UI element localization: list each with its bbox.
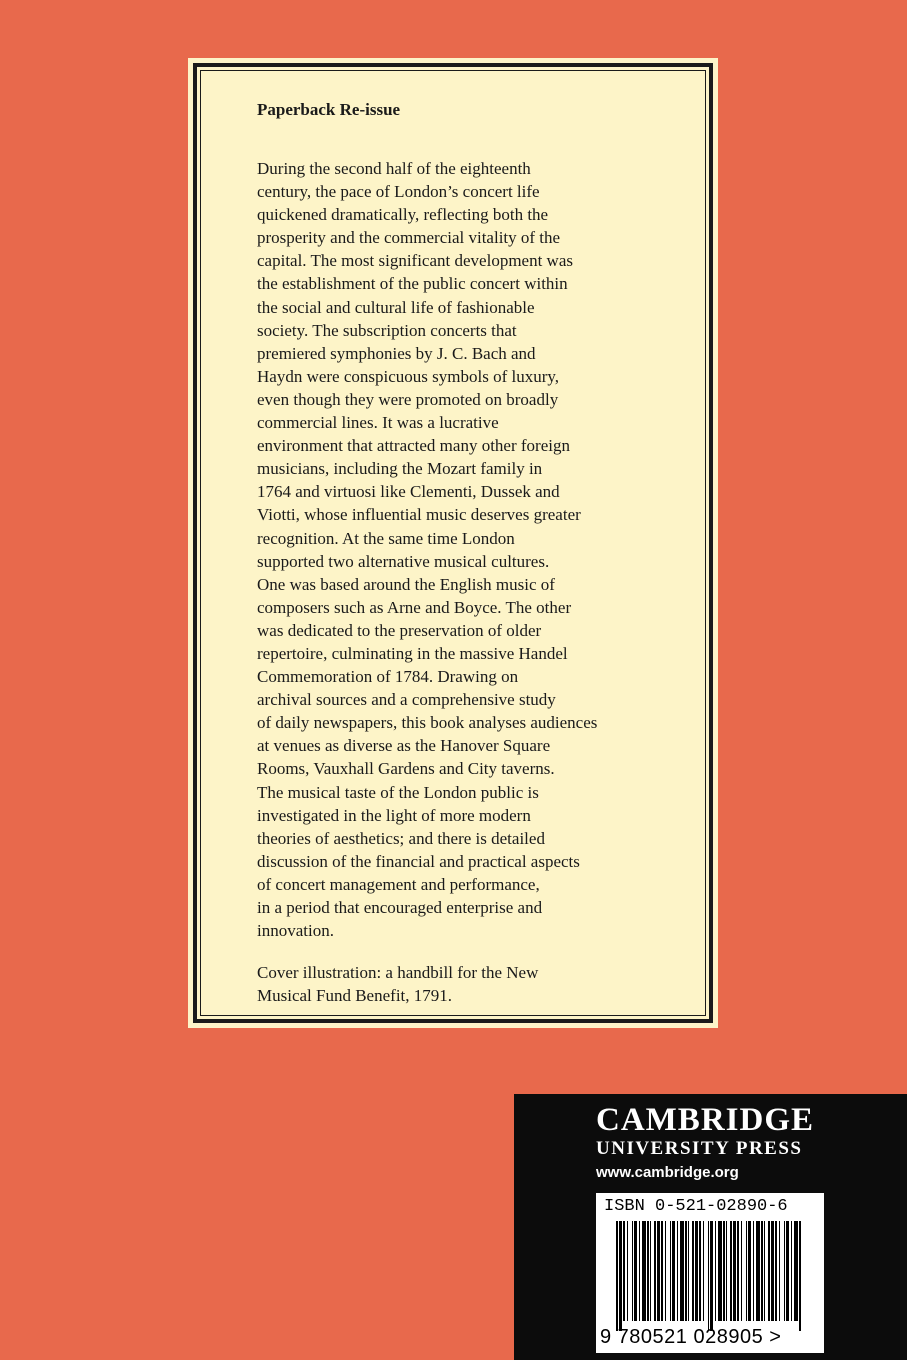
barcode-bar — [677, 1221, 678, 1321]
blurb-line: supported two alternative musical cultures. — [257, 551, 550, 571]
barcode-bar — [623, 1221, 625, 1321]
publisher-name: CAMBRIDGE — [596, 1102, 815, 1138]
barcode-bar — [634, 1221, 637, 1321]
blurb-line: The musical taste of the London public is — [257, 782, 539, 802]
barcode-guard-bar — [710, 1221, 713, 1331]
barcode-bar — [764, 1221, 765, 1321]
blurb-line: quickened dramatically, reflecting both the — [257, 205, 549, 225]
barcode-bar — [791, 1221, 792, 1321]
blurb-line: commercial lines. It was a lucrative — [257, 413, 499, 433]
blurb-text — [257, 157, 662, 942]
blurb-line: 1764 and virtuosi like Clementi, Dussek and — [257, 482, 560, 502]
blurb-line: the establishment of the public concert within — [257, 274, 568, 294]
barcode-bar — [692, 1221, 694, 1321]
barcode-bar — [699, 1221, 701, 1321]
barcode-bar — [650, 1221, 651, 1321]
publisher-subtitle: UNIVERSITY PRESS — [596, 1138, 803, 1159]
barcode-bar — [661, 1221, 663, 1321]
barcode-bar — [627, 1221, 628, 1321]
barcode-bar — [670, 1221, 671, 1321]
barcode-bar — [672, 1221, 675, 1321]
blurb-line: innovation. — [257, 921, 334, 941]
publisher-block — [514, 1094, 907, 1360]
blurb-panel-frame — [193, 63, 713, 1023]
barcode-bar — [642, 1221, 646, 1321]
barcode-bar — [723, 1221, 725, 1321]
blurb-line: society. The subscription concerts that — [257, 320, 517, 340]
caption-line: Cover illustration: a handbill for the New — [257, 963, 539, 983]
barcode-bar — [786, 1221, 789, 1321]
blurb-line: in a period that encouraged enterprise and — [257, 898, 543, 917]
blurb-line: Viotti, whose influential music deserves greater — [257, 505, 581, 525]
barcode-guard-bar — [619, 1221, 622, 1331]
barcode-bar — [718, 1221, 722, 1321]
barcode-bar — [730, 1221, 732, 1321]
blurb-line: capital. The most significant development was — [257, 251, 573, 271]
cover-illustration-caption — [257, 961, 681, 1007]
blurb-line: archival sources and a comprehensive study — [257, 690, 556, 710]
barcode-label — [596, 1193, 824, 1353]
barcode-bar — [761, 1221, 763, 1321]
blurb-line: theories of aesthetics; and there is detailed — [257, 828, 545, 848]
blurb-line: investigated in the light of more modern — [257, 805, 531, 825]
barcode-bar — [639, 1221, 640, 1321]
blurb-line: even though they were promoted on broadly — [257, 389, 559, 409]
barcode-bar — [665, 1221, 666, 1321]
blurb-line: Rooms, Vauxhall Gardens and City taverns. — [257, 759, 555, 779]
barcode-bar — [756, 1221, 760, 1321]
barcode-guard-bar — [799, 1221, 801, 1331]
publisher-url: www.cambridge.org — [596, 1164, 739, 1181]
reissue-heading: Paperback Re-issue — [257, 100, 401, 119]
barcode-bar — [715, 1221, 716, 1321]
blurb-line: recognition. At the same time London — [257, 528, 515, 548]
isbn-text: ISBN 0-521-02890-6 — [604, 1197, 788, 1216]
blurb-line: During the second half of the eighteenth — [257, 159, 531, 178]
barcode-bar — [647, 1221, 649, 1321]
blurb-line: One was based around the English music of — [257, 574, 555, 594]
barcode-guard-bar — [616, 1221, 618, 1331]
barcode-bar — [775, 1221, 777, 1321]
blurb-line: composers such as Arne and Boyce. The other — [257, 597, 572, 617]
barcode-bar — [726, 1221, 727, 1321]
blurb-line: musicians, including the Mozart family in — [257, 459, 543, 479]
blurb-line: premiered symphonies by J. C. Bach and — [257, 343, 536, 363]
blurb-line: repertoire, culminating in the massive Handel — [257, 643, 568, 663]
blurb-line: of daily newspapers, this book analyses audiences — [257, 713, 598, 733]
barcode-bar — [779, 1221, 780, 1321]
blurb-line: the social and cultural life of fashionable — [257, 297, 535, 317]
barcode-bar — [680, 1221, 684, 1321]
barcode-bar — [753, 1221, 754, 1321]
caption-line: Musical Fund Benefit, 1791. — [257, 986, 453, 1006]
barcode-bar — [746, 1221, 747, 1321]
blurb-line: of concert management and performance, — [257, 874, 540, 894]
blurb-panel-inner — [200, 70, 706, 1016]
barcode-bar — [685, 1221, 687, 1321]
barcode-bar — [771, 1221, 774, 1321]
barcode-bar — [695, 1221, 698, 1321]
blurb-line: at venues as diverse as the Hanover Square — [257, 736, 551, 756]
barcode-bar — [632, 1221, 633, 1321]
blurb-line: discussion of the financial and practical aspects — [257, 851, 580, 871]
barcode-bar — [748, 1221, 751, 1321]
barcode-bar — [768, 1221, 770, 1321]
barcode-bar — [654, 1221, 656, 1321]
barcode-bar — [794, 1221, 798, 1321]
blurb-line: century, the pace of London’s concert life — [257, 182, 540, 202]
barcode-digits: 9 780521 028905 > — [600, 1326, 782, 1348]
barcode-bar — [784, 1221, 785, 1321]
barcode-bar — [703, 1221, 704, 1321]
blurb-line: prosperity and the commercial vitality of the — [257, 228, 561, 248]
blurb-panel — [188, 58, 718, 1028]
barcode-bar — [688, 1221, 689, 1321]
blurb-line: Commemoration of 1784. Drawing on — [257, 667, 519, 687]
barcode-bar — [737, 1221, 739, 1321]
blurb-line: environment that attracted many other foreign — [257, 436, 570, 456]
barcode-guard-bar — [708, 1221, 709, 1331]
barcode-bar — [733, 1221, 736, 1321]
blurb-line: Haydn were conspicuous symbols of luxury, — [257, 366, 560, 386]
barcode-bar — [741, 1221, 742, 1321]
barcode-bar — [657, 1221, 660, 1321]
blurb-line: was dedicated to the preservation of older — [257, 620, 542, 640]
